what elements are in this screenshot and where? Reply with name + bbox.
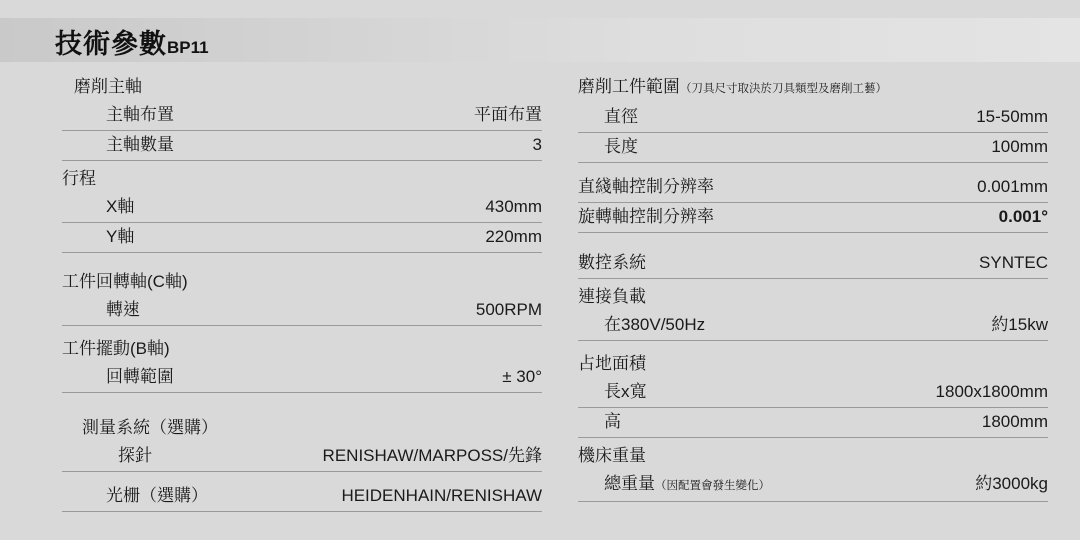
row-label-note: （因配置會發生變化） (655, 480, 770, 492)
row-value: 約3000kg (975, 474, 1048, 493)
row-label: 數控系統 (578, 253, 646, 272)
section-heading-note: （刀具尺寸取決於刀具類型及磨削工藝） (680, 83, 887, 95)
spacer (62, 253, 542, 269)
section-heading-measuring-system: 測量系統（選購） (82, 418, 218, 437)
table-row (578, 311, 1048, 341)
table-row (62, 296, 542, 326)
row-label: 回轉範圍 (106, 367, 174, 386)
spacer (578, 341, 1048, 351)
row-label: 光栅（選購） (106, 486, 208, 505)
table-row-cnc (578, 249, 1048, 279)
section-heading-connected-load: 連接負載 (578, 287, 646, 306)
row-label: X軸 (106, 197, 135, 216)
table-row (578, 173, 1048, 203)
page-title-text: 技術參數 (55, 29, 167, 59)
page-title (55, 22, 209, 61)
spacer (62, 472, 542, 482)
row-value: 0.001mm (977, 177, 1048, 196)
row-value: RENISHAW/MARPOSS/先鋒 (322, 446, 542, 465)
row-label: 高 (604, 412, 621, 431)
spacer (62, 326, 542, 336)
row-value: 1800mm (981, 412, 1048, 431)
row-label: 轉速 (106, 300, 140, 319)
row-value: 平面布置 (474, 105, 542, 124)
row-value: 0.001° (998, 207, 1048, 226)
row-value: 220mm (485, 227, 542, 246)
section-heading-travel: 行程 (62, 169, 96, 188)
row-label: 長度 (604, 137, 638, 156)
row-label: 長x寬 (604, 382, 647, 401)
section-heading-workpiece-range (578, 74, 1048, 103)
row-value: SYNTEC (979, 253, 1048, 272)
table-row (62, 101, 542, 131)
section-heading-machine-weight: 機床重量 (578, 446, 646, 465)
row-label: 探針 (118, 446, 152, 465)
row-value: 430mm (485, 197, 542, 216)
row-value: ± 30° (502, 367, 542, 386)
row-label (578, 473, 770, 497)
row-label: 在380V/50Hz (604, 315, 706, 334)
row-value: 15-50mm (976, 107, 1048, 126)
section-heading-c-axis: 工件回轉軸(C軸) (62, 272, 188, 291)
table-row-scale (62, 482, 542, 512)
right-column (578, 74, 1048, 502)
table-row (62, 131, 542, 161)
row-label: 主軸數量 (106, 135, 174, 154)
table-row (578, 203, 1048, 233)
section-heading-footprint: 占地面積 (578, 354, 646, 373)
row-value: 3 (532, 135, 542, 154)
table-row (578, 378, 1048, 408)
row-label: 旋轉軸控制分辨率 (578, 207, 714, 226)
row-label: 主軸布置 (106, 105, 174, 124)
table-row (578, 408, 1048, 438)
row-value: 1800x1800mm (935, 382, 1048, 401)
table-row (62, 193, 542, 223)
spacer (62, 393, 542, 415)
left-column (62, 74, 542, 512)
table-row (62, 223, 542, 253)
table-row (578, 133, 1048, 163)
spacer (578, 163, 1048, 173)
section-heading-text: 磨削工件範圍 (578, 77, 680, 96)
table-row (62, 363, 542, 393)
page-title-model: BP11 (167, 38, 209, 57)
row-value: HEIDENHAIN/RENISHAW (341, 486, 542, 505)
section-heading-b-axis: 工件擺動(B軸) (62, 339, 170, 358)
row-value: 100mm (991, 137, 1048, 156)
table-row (578, 103, 1048, 133)
table-row (578, 470, 1048, 502)
row-value: 500RPM (475, 300, 542, 319)
row-label: 直徑 (604, 107, 638, 126)
section-heading-grinding-spindle: 磨削主軸 (74, 77, 142, 96)
table-row (62, 442, 542, 472)
spacer (578, 233, 1048, 249)
row-label: Y軸 (106, 227, 135, 246)
row-value: 約15kw (991, 315, 1048, 334)
row-label-text: 總重量 (604, 474, 655, 493)
row-label: 直綫軸控制分辨率 (578, 177, 714, 196)
